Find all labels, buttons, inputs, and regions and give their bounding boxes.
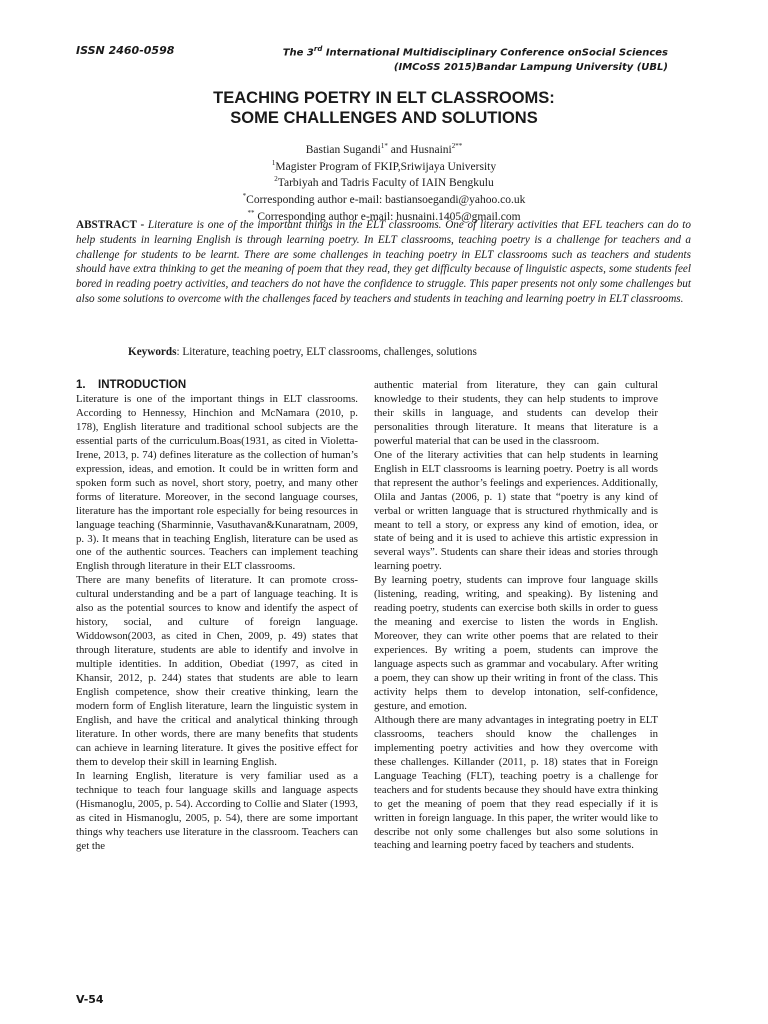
conference-prefix: The 3 bbox=[282, 47, 314, 59]
right-column bbox=[374, 379, 658, 853]
corresponding-1-text: Corresponding author e-mail: bastiansoegandi@yahoo.co.uk bbox=[246, 193, 526, 206]
keywords-text: : Literature, teaching poetry, ELT classrooms, challenges, solutions bbox=[176, 346, 477, 358]
affiliation-2 bbox=[76, 173, 692, 190]
paragraph: Literature is one of the important things in ELT classrooms. According to Hennessy, Hinchion and McNamara (2010, p. 178), English literature and traditional school subjects are the essential parts of the curriculum.Boas(1931, as cited in Violetta-Irene, 2013, p. 74) defines literature as the collection of human’s expression, ideas, and emotion. It could be in written form and spoken form such as novel, short story, poetry, and many other forms of literature. Moreover, in the second language courses, literature has the important role especially for being resources in language teaching (Sharminnie, Vasuthavan&Kunaratnam, 2009, p. 3). It means that in teaching English, literature can be used as one of the authentic sources. Teachers can implement teaching English through literature in their ELT classrooms. bbox=[76, 393, 358, 573]
paragraph: In learning English, literature is very familiar used as a technique to teach four language skills and language aspects (Hismanoglu, 2005, p. 54). According to Collie and Slater (1993, as cited in Hismanoglu, 2005, p. 54), there are some important things why teachers use literature in the classroom. Teachers can get the bbox=[76, 769, 358, 852]
title-line-1: TEACHING POETRY IN ELT CLASSROOMS: bbox=[213, 89, 555, 107]
paragraph: authentic material from literature, they can gain cultural knowledge to their students, they can help students to improve their skills in language, and students can develop their personalities through literature. It means that literature is a powerful material that can be used in the classroom. bbox=[374, 379, 658, 447]
conference-line-2: (IMCoSS 2015)Bandar Lampung University (UBL) bbox=[393, 62, 668, 74]
corresponding-2-text: Corresponding author e-mail: husnaini.1405@gmail.com bbox=[254, 210, 521, 223]
section-title: INTRODUCTION bbox=[98, 379, 187, 391]
left-column bbox=[76, 378, 358, 853]
conference-line-1 bbox=[248, 42, 668, 60]
page-number: V-54 bbox=[76, 993, 104, 1006]
paragraph: Although there are many advantages in integrating poetry in ELT classrooms, teachers should know the challenges in implementing poetry activities and how they overcome with these challenges. Killander (2011, p. 18) states that in Foreign Language Teaching (FLT), teaching poetry is a challenge for teachers and for students because they should have extra thinking to get the meaning of poem that they read especially if it is written in foreign language. In this paper, the writer would like to describe not only some challenges but also some solutions in teaching and learning poetry faced by teachers and students. bbox=[374, 713, 658, 852]
author-1: Bastian Sugandi bbox=[305, 143, 381, 156]
author-conjunction: and bbox=[387, 143, 411, 156]
abstract-label: ABSTRACT - bbox=[76, 219, 148, 231]
author-names bbox=[76, 140, 692, 157]
abstract-text: Literature is one of the important things in the ELT classrooms. One of literary activities that EFL teachers can do to help students in learning English is through learning poetry. In ELT classrooms, teaching poetry is a challenge for teachers and a challenge for students to be learnt. There are some challenges in teaching poetry in ELT classrooms such as teachers and students should have extra thinking to get the meaning of poem that they read, they get difficulty because of linguistic aspects, some students feel bored in reading poetry activities, and teachers do not have the confidence to struggle. This paper presents not only some challenges but also some solutions to overcome with the challenges faced by teachers and students in teaching and learning poetry in ELT classrooms. bbox=[76, 219, 691, 305]
paragraph: There are many benefits of literature. It can promote cross-cultural understanding and be a part of language teaching. It is also as the potential sources to know and identify the aspect of history, social, and culture of foreign language. Widdowson(2003, as cited in Chen, 2009, p. 49) states that through literature, students are able to identify and involve in multiple identities. In addition, Obediat (1997, as cited in Khansir, 2012, p. 244) states that students are able to learn English competence, show their creative thinking, learn the modern form of English literature, learn the linguistic system in English, and have the critical and analytical thinking through literature. In other words, there are many benefits that students can achieve in learning literature. It gives the positive effect for them to develop their skill in learning English. bbox=[76, 574, 358, 768]
affiliation-1 bbox=[76, 157, 692, 174]
corresponding-2-marker: ** bbox=[247, 208, 255, 217]
author-1-marker: 1* bbox=[380, 142, 388, 150]
affiliation-2-marker: 2 bbox=[274, 175, 278, 184]
author-2-marker: 2** bbox=[451, 142, 463, 150]
affiliation-1-text: Magister Program of FKIP,Sriwijaya University bbox=[275, 160, 497, 173]
affiliation-2-text: Tarbiyah and Tadris Faculty of IAIN Bengkulu bbox=[277, 177, 494, 190]
corresponding-1-marker: * bbox=[242, 191, 247, 200]
paper-title bbox=[76, 88, 692, 128]
paragraph: By learning poetry, students can improve four language skills (listening, reading, writing, and speaking). By listening and reading poetry, students can exercise both skills in order to guess the meaning and exercise to listen the words in English. Moreover, they can write other poems that are related to their experiences. By writing a poem, students can improve the language aspects such as grammar and vocabulary. After writing a poem, they can show up their writing in front of the class. This activity helps them to develop intonation, self-confidence, gesture, and emotion. bbox=[374, 574, 658, 712]
issn-header: ISSN 2460-0598 bbox=[76, 44, 175, 57]
corresponding-1 bbox=[76, 190, 692, 207]
section-heading bbox=[76, 378, 358, 392]
conference-ordinal: rd bbox=[313, 45, 323, 53]
keywords-label: Keywords bbox=[128, 346, 177, 358]
affiliation-1-marker: 1 bbox=[271, 158, 276, 167]
title-line-2: SOME CHALLENGES AND SOLUTIONS bbox=[230, 109, 538, 127]
keywords bbox=[128, 346, 477, 358]
abstract bbox=[76, 218, 691, 307]
conference-name: International Multidisciplinary Conference onSocial Sciences bbox=[322, 47, 668, 59]
paragraph: One of the literary activities that can help students in learning English in ELT classrooms is learning poetry. Poetry is all words that represent the author’s feelings and experiences. Additionally, Olila and Jantas (2006, p. 1) state that “poetry is any kind of verbal or written language that is structured rhythmically and is meant to tell a story, or express any kind of emotion, idea, or state of being and it is used to achieve this artistic expression in several ways”. Students can share their ideas and stories through learning poetry. bbox=[374, 448, 658, 573]
section-number: 1. bbox=[76, 379, 86, 391]
conference-header bbox=[248, 42, 668, 75]
author-block bbox=[76, 140, 692, 223]
author-2: Husnaini bbox=[410, 143, 452, 156]
